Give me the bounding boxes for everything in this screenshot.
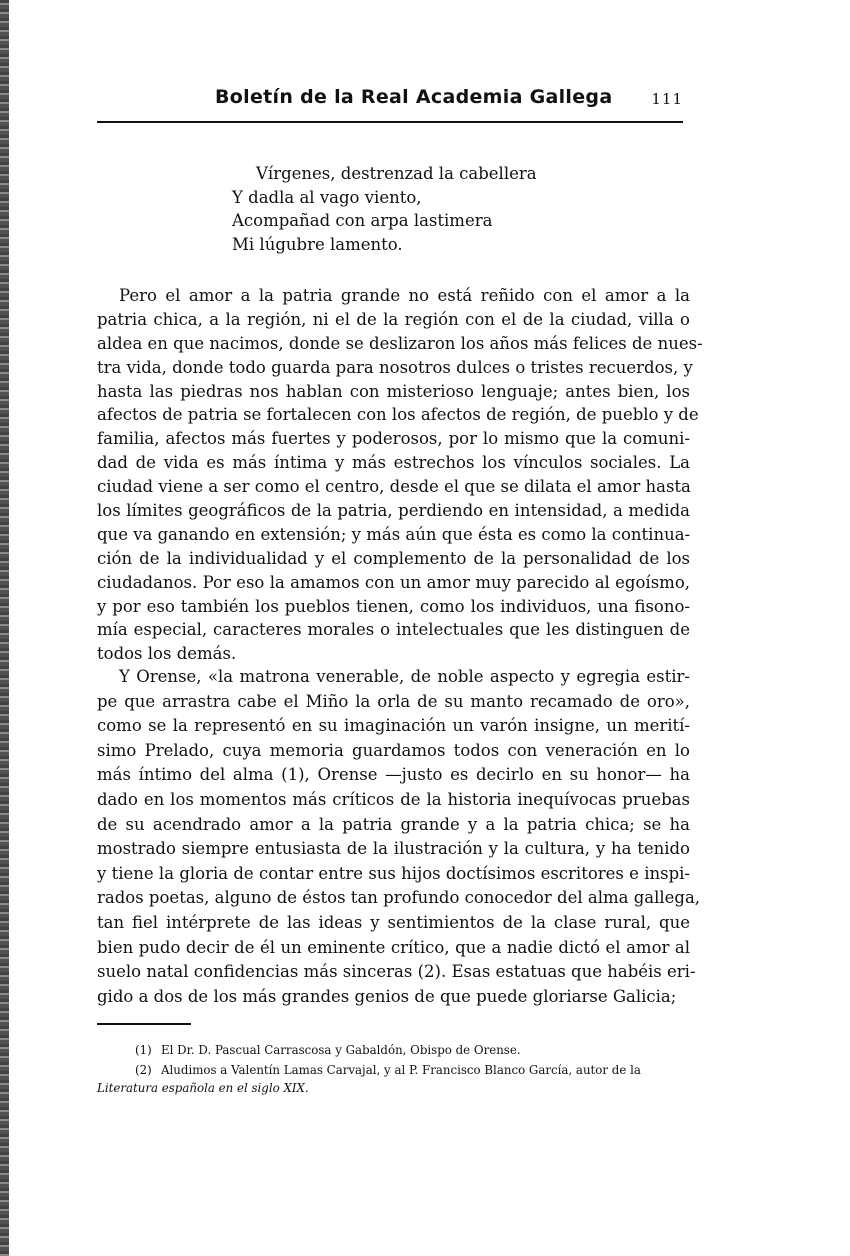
footnote-2 [97, 1060, 690, 1080]
text-line: dad de vida es más íntima y más estrechos los vínculos sociales. La [97, 453, 690, 473]
verse-line: Vírgenes, destrenzad la cabellera [256, 164, 537, 183]
text-line: y tiene la gloria de contar entre sus hijos doctísimos escritores e inspi- [97, 863, 690, 883]
text-line: como se la representó en su imaginación un varón insigne, un merití- [97, 716, 690, 736]
text-line: gido a dos de los más grandes genios de que puede gloriarse Galicia; [97, 986, 677, 1006]
scan-binding-edge [0, 0, 9, 1256]
footnote-text: El Dr. D. Pascual Carrascosa y Gabaldón, Obispo de Orense. [161, 1043, 521, 1057]
text-line: todos los demás. [97, 644, 237, 664]
verse-line: Mi lúgubre lamento. [232, 235, 403, 255]
verse-line: Acompañad con arpa lastimera [232, 211, 493, 231]
verse-line: Y dadla al vago viento, [232, 187, 422, 207]
running-header [97, 86, 683, 116]
text-line: Y Orense, «la matrona venerable, de noble aspecto y egregia estir- [119, 667, 690, 686]
footnote-rule [97, 1023, 191, 1025]
footnote-marker: (2) [135, 1063, 152, 1077]
text-line: ciudadanos. Por eso la amamos con un amor muy parecido al egoísmo, [97, 572, 690, 592]
text-line: Pero el amor a la patria grande no está reñido con el amor a la [119, 286, 690, 305]
text-line: ción de la individualidad y el complemento de la personalidad de los [97, 548, 690, 568]
text-line: más íntimo del alma (1), Orense —justo es decirlo en su honor— ha [97, 765, 690, 785]
footnote-marker: (1) [135, 1043, 152, 1057]
paragraph-2 [97, 665, 701, 1009]
text-line: los límites geográficos de la patria, perdiendo en intensidad, a medida [97, 501, 690, 521]
text-line: que va ganando en extensión; y más aún que ésta es como la continua- [97, 524, 691, 544]
page-number: 111 [651, 90, 683, 108]
text-line: y por eso también los pueblos tienen, como los individuos, una fisono- [97, 596, 690, 616]
footnote-2-continuation: Literatura española en el siglo XIX. [97, 1081, 309, 1095]
text-line: hasta las piedras nos hablan con misterioso lenguaje; antes bien, los [97, 381, 690, 401]
text-line: pe que arrastra cabe el Miño la orla de su manto recamado de oro», [97, 691, 690, 711]
text-line: mía especial, caracteres morales o intelectuales que les distinguen de [97, 620, 690, 640]
text-line: de su acendrado amor a la patria grande y a la patria chica; se ha [97, 814, 690, 834]
text-line: mostrado siempre entusiasta de la ilustración y la cultura, y ha tenido [97, 839, 690, 859]
text-line: rados poetas, alguno de éstos tan profundo conocedor del alma gallega, [97, 888, 701, 908]
verse-block [232, 162, 537, 257]
text-line: simo Prelado, cuya memoria guardamos todos con veneración en lo [97, 740, 690, 760]
footnote-text: Aludimos a Valentín Lamas Carvajal, y al P. Francisco Blanco García, autor de la [161, 1063, 641, 1077]
text-line: afectos de patria se fortalecen con los afectos de región, de pueblo y de [97, 405, 699, 425]
journal-title: Boletín de la Real Academia Gallega [215, 86, 613, 108]
header-rule [97, 121, 683, 123]
paragraph-1 [97, 284, 703, 666]
text-line: bien pudo decir de él un eminente crítico, que a nadie dictó el amor al [97, 937, 690, 957]
text-line: familia, afectos más fuertes y poderosos, por lo mismo que la comuni- [97, 429, 690, 449]
text-line: patria chica, a la región, ni el de la región con el de la ciudad, villa o [97, 309, 690, 329]
footnote-1 [97, 1040, 690, 1060]
text-line: suelo natal confidencias más sinceras (2). Esas estatuas que habéis eri- [97, 962, 696, 982]
text-line: tan fiel intérprete de las ideas y sentimientos de la clase rural, que [97, 912, 690, 932]
text-line: tra vida, donde todo guarda para nosotros dulces o tristes recuerdos, y [97, 357, 693, 377]
text-line: ciudad viene a ser como el centro, desde el que se dilata el amor hasta [97, 477, 691, 497]
text-line: dado en los momentos más críticos de la historia inequívocas pruebas [97, 789, 690, 809]
text-line: aldea en que nacimos, donde se deslizaron los años más felices de nues- [97, 333, 703, 353]
footnotes [97, 1040, 690, 1098]
